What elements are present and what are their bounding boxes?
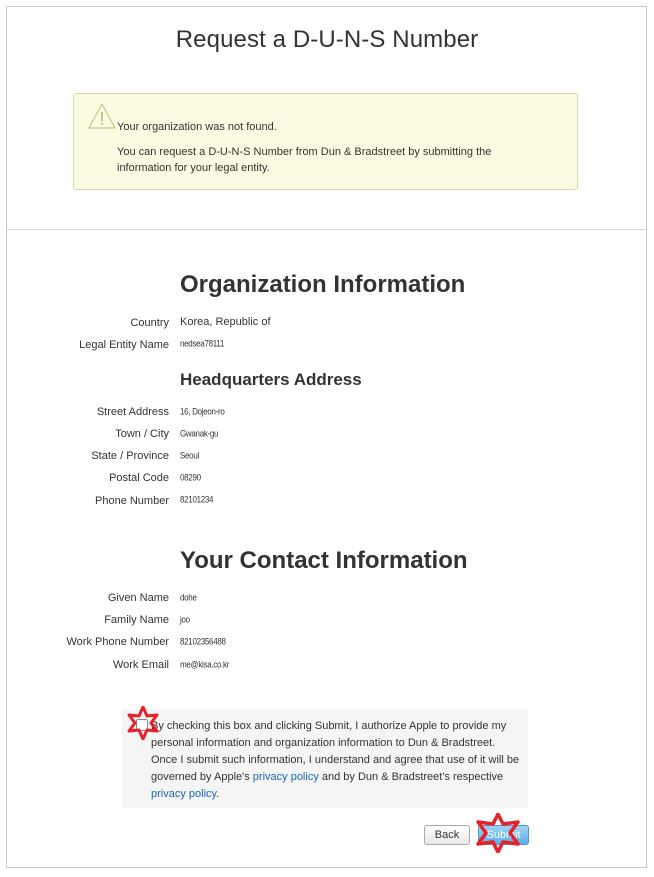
state-province-value: Seoul [180, 450, 199, 461]
street-address-label: Street Address [96, 406, 169, 418]
state-province-label: State / Province [91, 450, 169, 462]
alert-message: You can request a D-U-N-S Number from Dun & Bradstreet by submitting the information for your legal entity. [117, 146, 492, 174]
work-email-value: me@kisa.co.kr [180, 659, 230, 670]
country-label: Country [130, 317, 169, 329]
work-email-label: Work Email [112, 659, 169, 671]
dnb-privacy-policy-link[interactable]: privacy policy [151, 788, 217, 800]
page-title: Request a D-U-N-S Number [175, 26, 479, 53]
not-found-alert [73, 93, 578, 190]
family-name-value: joo [180, 614, 190, 625]
town-city-label: Town / City [115, 428, 169, 440]
work-phone-value: 82102356488 [180, 636, 226, 647]
given-name-label: Given Name [107, 592, 169, 604]
consent-text-body: By checking this box and clicking Submit, I authorize Apple to provide my personal information and organization information to Dun & Bradstreet. Once I submit such information, I understand and agree that use of it will be governed by Apple's [151, 720, 520, 783]
legal-entity-label: Legal Entity Name [79, 339, 169, 351]
town-city-value: Gwanak-gu [180, 428, 219, 439]
consent-box [122, 709, 528, 808]
family-name-label: Family Name [104, 614, 169, 626]
country-value: Korea, Republic of [180, 316, 271, 328]
headquarters-section-title: Headquarters Address [180, 370, 362, 389]
star-marker-icon [474, 813, 522, 853]
section-divider [7, 229, 646, 230]
alert-heading: Your organization was not found. [117, 121, 277, 133]
apple-privacy-policy-link[interactable]: privacy policy [252, 771, 319, 783]
work-phone-label: Work Phone Number [66, 636, 169, 648]
phone-number-label: Phone Number [95, 495, 169, 507]
phone-number-value: 82101234 [180, 494, 214, 505]
legal-entity-value: nedsea78111 [180, 338, 225, 349]
back-button[interactable]: Back [424, 825, 470, 845]
postal-code-label: Postal Code [109, 472, 169, 484]
street-address-value: 16, Dojeon-ro [180, 406, 225, 417]
warning-icon [87, 102, 117, 130]
star-marker-icon [126, 706, 160, 740]
postal-code-value: 08290 [180, 472, 201, 483]
consent-text [151, 718, 521, 803]
consent-text-end: . [216, 788, 220, 800]
organization-section-title: Organization Information [180, 271, 466, 298]
submit-button[interactable]: Submit [478, 825, 529, 845]
contact-section-title: Your Contact Information [180, 547, 468, 574]
given-name-value: dohe [180, 592, 197, 603]
consent-text-middle: and by Dun & Bradstreet's respective [318, 771, 504, 783]
